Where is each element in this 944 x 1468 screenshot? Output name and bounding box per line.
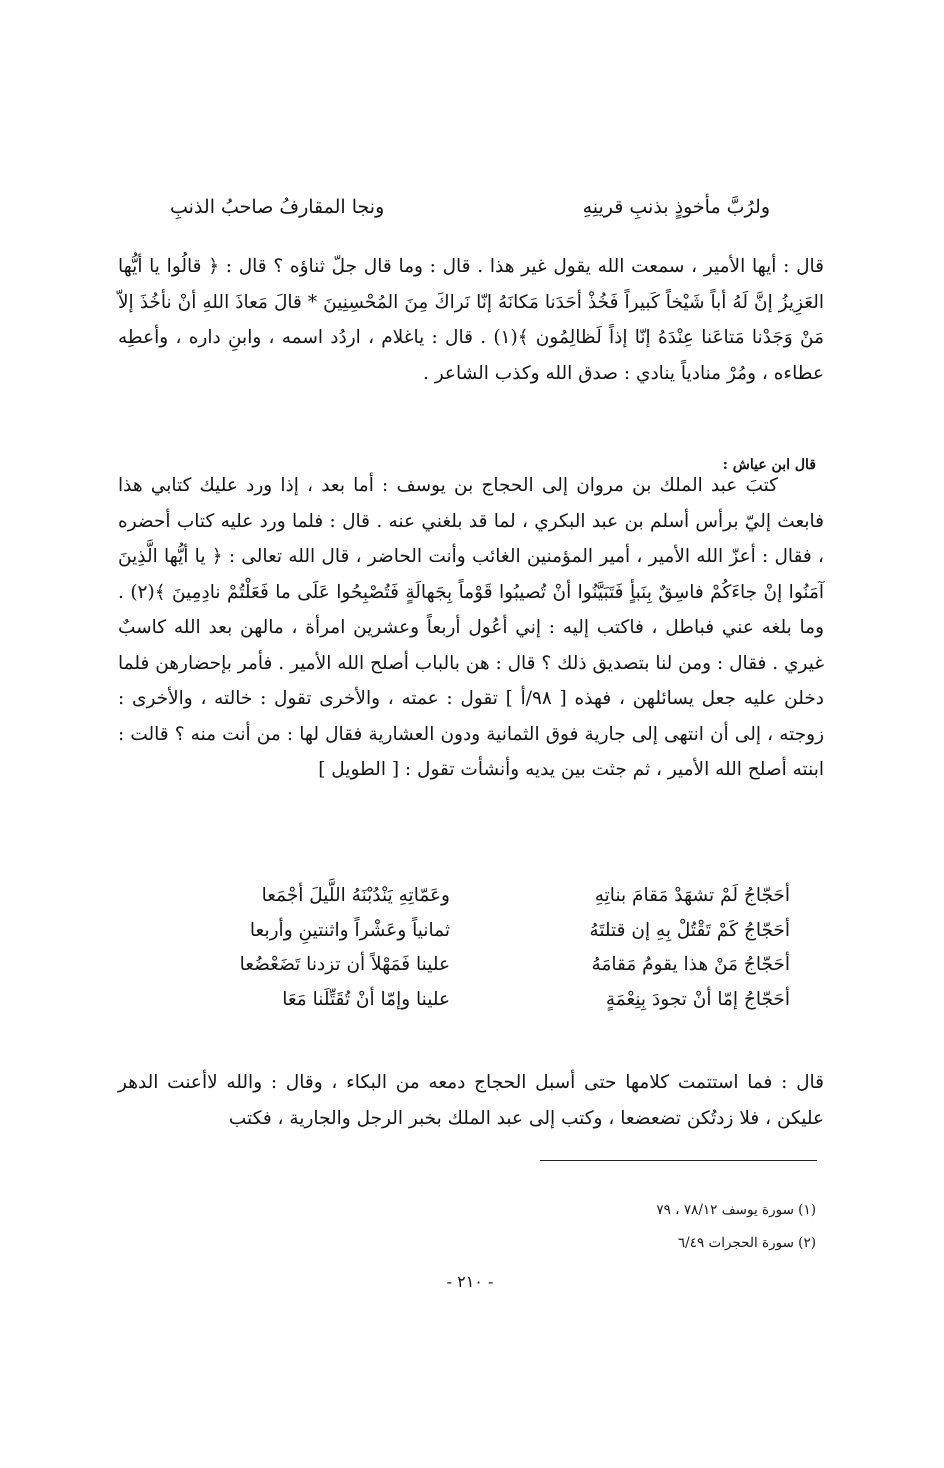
footnote-divider	[540, 1160, 817, 1161]
poem-second-hemistich: علينا فَمَهْلاً أن تزدنا تَضَعْضُعا	[239, 954, 450, 975]
poem-first-hemistich: أحَجّاجُ كَمْ تَقْتُلْ بِهِ إن قتلتَهُ	[589, 919, 790, 941]
page-number: - ٢١٠ -	[446, 1272, 494, 1291]
section-heading: قال ابن عياش :	[722, 457, 816, 473]
poem-verse	[150, 879, 790, 914]
footnote: (٢) سورة الحجرات ٦/٤٩	[677, 1235, 816, 1251]
poem-verse	[150, 914, 790, 949]
poem-verse	[150, 983, 790, 1018]
footnotes	[416, 1194, 816, 1260]
poem-first-hemistich: أحَجّاجُ لَمْ تشهَدْ مَقامَ بناتِهِ	[594, 885, 790, 906]
poem-second-hemistich: ثمانياً وعَشْراً واثنتينِ وأربعا	[249, 919, 450, 941]
paragraph-quran-yusuf	[118, 249, 824, 391]
verse-couplet	[170, 196, 770, 232]
poem-first-hemistich: أحَجّاجُ إمّا أنْ تجودَ بِنِعْمَةٍ	[605, 988, 790, 1010]
paragraph-text: قال : أيها الأمير ، سمعت الله يقول غير هذا . قال : وما قال جلّ ثناؤه ؟ قال : ﴿ قالُوا يا أيُّها العَزِيزُ إنَّ لَهُ أباً شَيْخاً كَبيراً فَخُذْ أحَدَنا مَكانَهُ إنّا نَراكَ مِنَ المُحْسِنِينَ * قالَ مَعاذَ اللهِ أنْ نأخُذَ إلاّ مَنْ وَجَدْنا مَتاعَنا عِنْدَهُ إنّا إذاً لَظالِمُون ﴾(١) . قال : ياغلام ، اردُد اسمه ، وابنِ داره ، وأعطِه عطاءه ، ومُرْ منادياً ينادي : صدق الله وكذب الشاعر .	[118, 256, 824, 384]
verse-first-hemistich: ولرُبَّ مأخوذٍ بذنبِ قرينِهِ	[582, 196, 770, 218]
paragraph-conclusion	[118, 1065, 824, 1136]
paragraph-narrative	[118, 468, 824, 788]
poem-second-hemistich: وعَمّاتِهِ يَنْدُبْنَهُ اللَّيلَ أجْمَعا	[261, 885, 450, 906]
verse-second-hemistich: ونجا المقارفُ صاحبُ الذنبِ	[170, 196, 385, 218]
paragraph-text: قال : فما استتمت كلامها حتى أسبل الحجاج دمعه من البكاء ، وقال : والله لاأعنت الدهر عليكن ، فلا زدتُكن تضعضعا ، وكتب إلى عبد الملك بخبر الرجل والجارية ، فكتب	[118, 1072, 824, 1129]
poem-first-hemistich: أحَجّاجُ مَنْ هذا يقومُ مَقامَهُ	[591, 954, 790, 975]
poem-second-hemistich: علينا وإمّا أنْ تُقَتِّلَنا مَعَا	[282, 988, 450, 1010]
poem	[150, 879, 790, 1017]
poem-verse	[150, 948, 790, 983]
paragraph-text: كتبَ عبد الملك بن مروان إلى الحجاج بن يوسف : أما بعد ، إذا ورد عليك كتابي هذا فابعث إليّ برأس أسلم بن عبد البكري ، لما قد بلغني عنه . قال : فلما ورد عليه كتاب أحضره ، فقال : أعزّ الله الأمير ، أمير المؤمنين الغائب وأنت الحاضر ، قال الله تعالى : ﴿ يا أيُّها الَّذِينَ آمَنُوا إنْ جاءَكُمْ فاسِقٌ بِنَبأٍ فَتَبَيَّنُوا أنْ تُصيبُوا قَوْماً بِجَهالَةٍ فَتُصْبِحُوا عَلَى ما فَعَلْتُمْ نادِمِينَ ﴾(٢) . وما بلغه عني فباطل ، فاكتب إليه : إني أعُول أربعاً وعشرين امرأة ، مالهن بعد الله كاسبٌ غيري . فقال : ومن لنا بتصديق ذلك ؟ قال : هن بالباب أصلح الله الأمير . فأمر بإحضارهن فلما دخلن عليه جعل يسائلهن ، فهذه [ ٩٨/أ ] تقول : عمته ، والأخرى تقول : خالته ، والأخرى : زوجته ، إلى أن انتهى إلى جارية فوق الثمانية ودون العشارية فقال لها : من أنت منه ؟ قالت : ابنته أصلح الله الأمير ، ثم جثت بين يديه وأنشأت تقول : [ الطويل ]	[118, 475, 825, 780]
footnote: (١) سورة يوسف ٧٨/١٢ ، ٧٩	[656, 1202, 816, 1218]
